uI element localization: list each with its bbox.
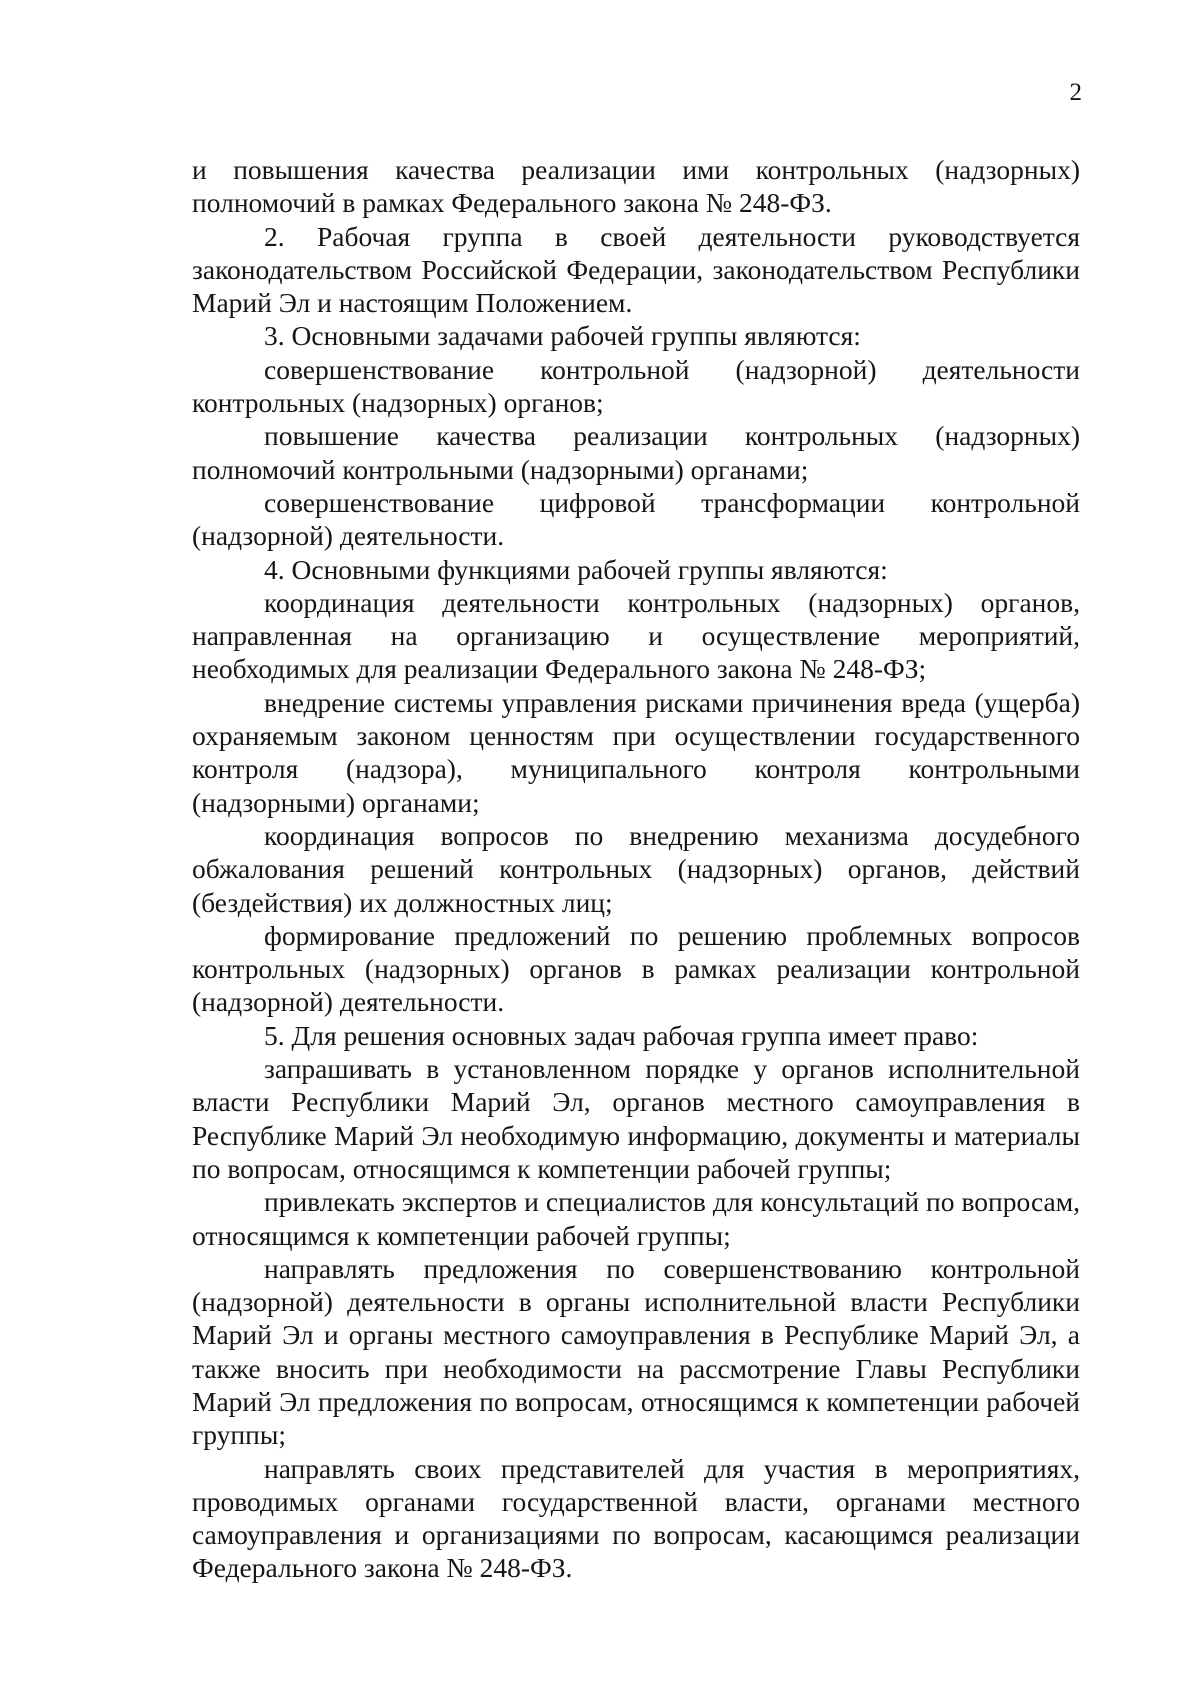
paragraph: направлять предложения по совершенствованию контрольной (надзорной) деятельности в органы исполнительной власти Республики Марий Эл и органы местного самоуправления в Республике Марий Эл, а также вносить при необходимости на рассмотрение Главы Республики Марий Эл предложения по вопросам, относящимся к компетенции рабочей группы; [192, 1252, 1080, 1451]
paragraph: 5. Для решения основных задач рабочая группа имеет право: [264, 1019, 979, 1051]
paragraph: повышение качества реализации контрольных (надзорных) полномочий контрольными (надзорными) органами; [192, 420, 1080, 485]
page-number: 2 [1069, 79, 1082, 106]
paragraph: координация вопросов по внедрению механизма досудебного обжалования решений контрольных (надзорных) органов, действий (бездействия) их должностных лиц; [192, 819, 1080, 918]
paragraph: совершенствование цифровой трансформации контрольной (надзорной) деятельности. [192, 486, 1080, 552]
document-body [192, 153, 1080, 1585]
paragraph: 4. Основными функциями рабочей группы являются: [264, 553, 888, 585]
paragraph: и повышения качества реализации ими контрольных (надзорных) полномочий в рамках Федерального закона № 248-ФЗ. [192, 154, 1080, 219]
paragraph: 3. Основными задачами рабочей группы являются: [264, 320, 861, 352]
paragraph: направлять своих представителей для участия в мероприятиях, проводимых органами государственной власти, органами местного самоуправления и организациями по вопросам, касающимся реализации Федерального закона № 248-ФЗ. [192, 1452, 1080, 1584]
paragraph: 2. Рабочая группа в своей деятельности руководствуется законодательством Российской Федерации, законодательством Республики Марий Эл и настоящим Положением. [192, 220, 1080, 319]
paragraph: совершенствование контрольной (надзорной) деятельности контрольных (надзорных) органов; [192, 353, 1080, 419]
paragraph: координация деятельности контрольных (надзорных) органов, направленная на организацию и осуществление мероприятий, необходимых для реализации Федерального закона № 248-ФЗ; [192, 586, 1080, 685]
paragraph: внедрение системы управления рисками причинения вреда (ущерба) охраняемым законом ценностям при осуществлении государственного контроля (надзора), муниципального контроля контрольными (надзорными) органами; [192, 686, 1080, 818]
paragraph: запрашивать в установленном порядке у органов исполнительной власти Республики Марий Эл, органов местного самоуправления в Республике Марий Эл необходимую информацию, документы и материалы по вопросам, относящимся к компетенции рабочей группы; [192, 1053, 1080, 1184]
paragraph: формирование предложений по решению проблемных вопросов контрольных (надзорных) органов в рамках реализации контрольной (надзорной) деятельности. [192, 919, 1080, 1018]
paragraph: привлекать экспертов и специалистов для консультаций по вопросам, относящимся к компетенции рабочей группы; [192, 1186, 1080, 1251]
